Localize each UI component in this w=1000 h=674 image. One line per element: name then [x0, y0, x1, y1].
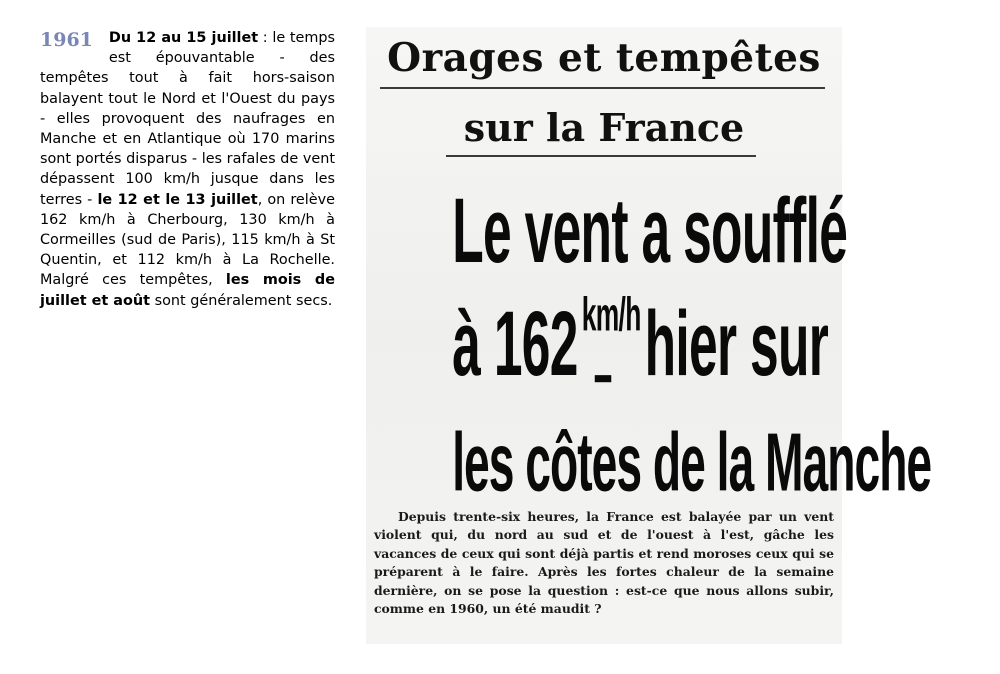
big-headline-line-2-pre: à 162 — [452, 291, 578, 396]
entry-bold-dates: le 12 et le 13 juillet — [97, 191, 258, 208]
headline-rule-2 — [446, 155, 756, 157]
clipping-headline-2: sur la France — [463, 105, 745, 150]
chronicle-entry — [40, 28, 335, 311]
clipping-headline-1: Orages et tempêtes — [387, 35, 821, 81]
year-label: 1961 — [40, 29, 93, 51]
big-headline-line-3: les côtes de la Manche — [452, 416, 932, 509]
entry-text-part2: , on relève 162 km/h à Cherbourg, 130 km/h à Cormeilles (sud de Paris), 115 km/h à St Quentin, et 112 km/h à La Rochelle. Malgré ces tempêtes, — [40, 191, 336, 289]
headline-rule-1 — [380, 87, 825, 89]
speed-unit: km/h — [581, 289, 641, 341]
big-headline-line-2-post: hier sur — [644, 291, 829, 396]
clipping-article-text: Depuis trente-six heures, la France est balayée par un vent violent qui, du nord au sud et de l'ouest à l'est, gâche les vacances de ceux qui sont déjà partis et rend moroses ceux qui se préparent à le faire. Après les fortes chaleur de la semaine dernière, on se pose la question : est-ce que nous allons subir, comme en 1960, un été maudit ? — [374, 509, 834, 617]
newspaper-clipping — [366, 27, 932, 644]
big-headline-line-2 — [452, 289, 829, 398]
date-heading: Du 12 au 15 juillet — [108, 30, 259, 46]
entry-bold-months: les mois de juillet et août — [40, 272, 335, 309]
entry-text-part3: sont généralement secs. — [150, 292, 333, 309]
entry-text-part1: : le temps est épouvantable - des tempêtes tout à fait hors-saison balayent tout le Nord et l'Ouest du pays - elles provoquent des naufrages en Manche et en Atlantique où 170 marins sont portés disparus - les rafales de vent dépassent 100 km/h jusque dans les terres - — [40, 30, 335, 208]
big-headline-line-1: Le vent a soufflé — [452, 178, 848, 283]
